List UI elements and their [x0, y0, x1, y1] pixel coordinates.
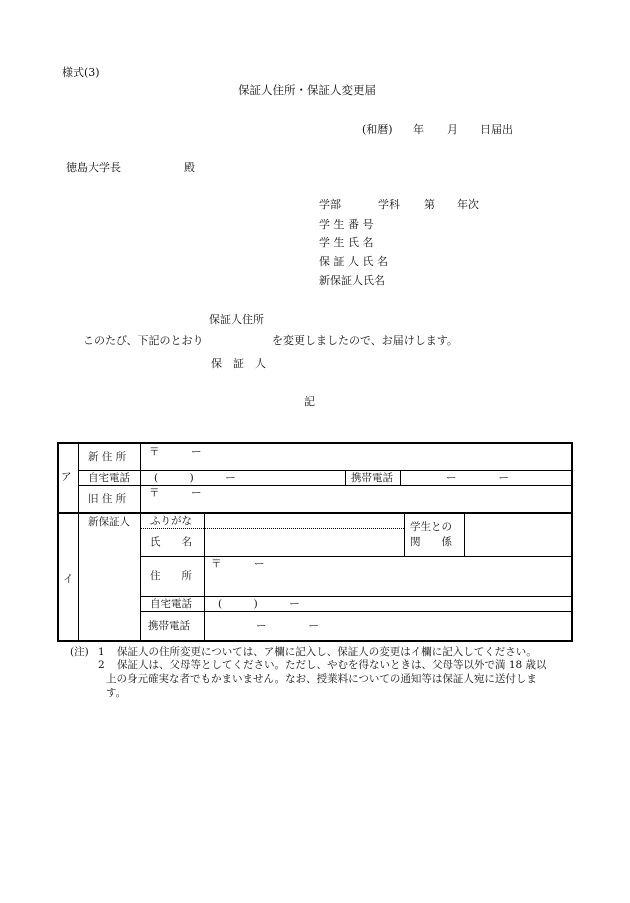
row-divider — [78, 485, 572, 486]
relation-label-line1: 学生との — [410, 521, 452, 533]
sentence-start: このたび、下記のとおり — [83, 334, 204, 347]
row-divider — [78, 470, 572, 471]
notes-prefix: (注) — [70, 646, 89, 658]
option-guarantor: 保 証 人 — [211, 357, 266, 370]
mobile-divider — [400, 470, 401, 485]
postal-dash: ー — [254, 558, 265, 570]
sentence-end: を変更しましたので、お届けします。 — [272, 334, 458, 347]
mobile-phone-label: 携帯電話 — [148, 620, 190, 632]
postal-dash: ー — [191, 487, 202, 499]
postal-dash: ー — [191, 446, 202, 458]
note-text-line: 上の身元確実な者でもかまいません。なお、授業料についての通知等は保証人宛に送付しま — [106, 673, 537, 685]
new-address-label: 新 住 所 — [88, 451, 127, 463]
section-b-marker: イ — [63, 573, 74, 585]
grade-prefix: 第 — [424, 198, 435, 211]
faculty-label: 学部 — [319, 198, 341, 211]
mobile-divider — [345, 470, 346, 485]
new-guarantor-name-label: 新保証人氏名 — [319, 274, 385, 287]
grade-suffix: 年次 — [457, 198, 479, 211]
note-number: 2 — [98, 659, 105, 671]
note-text: 保証人の住所変更については、ア欄に記入し、保証人の変更はイ欄に記入してください。 — [117, 646, 537, 658]
section-a-marker: ア — [61, 471, 72, 483]
form-label: 様式(3) — [62, 66, 100, 79]
option-guarantor-address: 保証人住所 — [209, 313, 264, 326]
address-label: 住 所 — [150, 570, 192, 582]
student-number-label: 学 生 番 号 — [319, 218, 374, 231]
relation-divider — [464, 512, 465, 556]
date-year: 年 — [413, 123, 424, 136]
date-day: 日届出 — [480, 123, 513, 136]
marker-column-divider — [78, 442, 79, 642]
section-divider — [57, 512, 573, 514]
furigana-divider — [140, 528, 404, 529]
mobile-phone-format: ー ー — [256, 620, 319, 632]
date-month: 月 — [447, 123, 458, 136]
relation-label-line2: 関 係 — [410, 536, 452, 548]
home-phone-label: 自宅電話 — [88, 472, 130, 484]
home-phone-format: ( ) ー — [218, 598, 300, 610]
course-label: 学科 — [378, 198, 400, 211]
ki-label: 記 — [304, 395, 315, 408]
label-column-divider — [140, 512, 141, 642]
student-name-label: 学 生 氏 名 — [319, 236, 374, 249]
document-title: 保証人住所・保証人変更届 — [238, 83, 376, 97]
note-text-line: 保証人は、父母等としてください。ただし、やむを得ないときは、父母等以外で満 18 歳以 — [117, 659, 547, 671]
addressee-honorific: 殿 — [184, 161, 195, 174]
postal-mark: 〒 — [149, 446, 160, 458]
postal-mark: 〒 — [211, 558, 222, 570]
home-phone-label: 自宅電話 — [150, 598, 192, 610]
label-column-divider — [140, 442, 141, 512]
relation-divider — [404, 512, 405, 556]
note-number: 1 — [98, 646, 105, 658]
date-era: (和暦) — [362, 123, 393, 136]
addressee-name: 徳島大学長 — [66, 161, 121, 174]
mobile-phone-label: 携帯電話 — [351, 472, 393, 484]
furigana-label: ふりがな — [150, 515, 192, 527]
sublabel-column-divider — [204, 512, 205, 642]
name-label: 氏 名 — [150, 536, 192, 548]
guarantor-name-label: 保 証 人 氏 名 — [319, 255, 388, 268]
old-address-label: 旧 住 所 — [88, 493, 127, 505]
note-text-line: す。 — [106, 687, 127, 699]
mobile-phone-format: ー ー — [446, 472, 509, 484]
home-phone-format: ( ) ー — [154, 472, 236, 484]
postal-mark: 〒 — [149, 487, 160, 499]
new-guarantor-label: 新保証人 — [88, 516, 130, 528]
